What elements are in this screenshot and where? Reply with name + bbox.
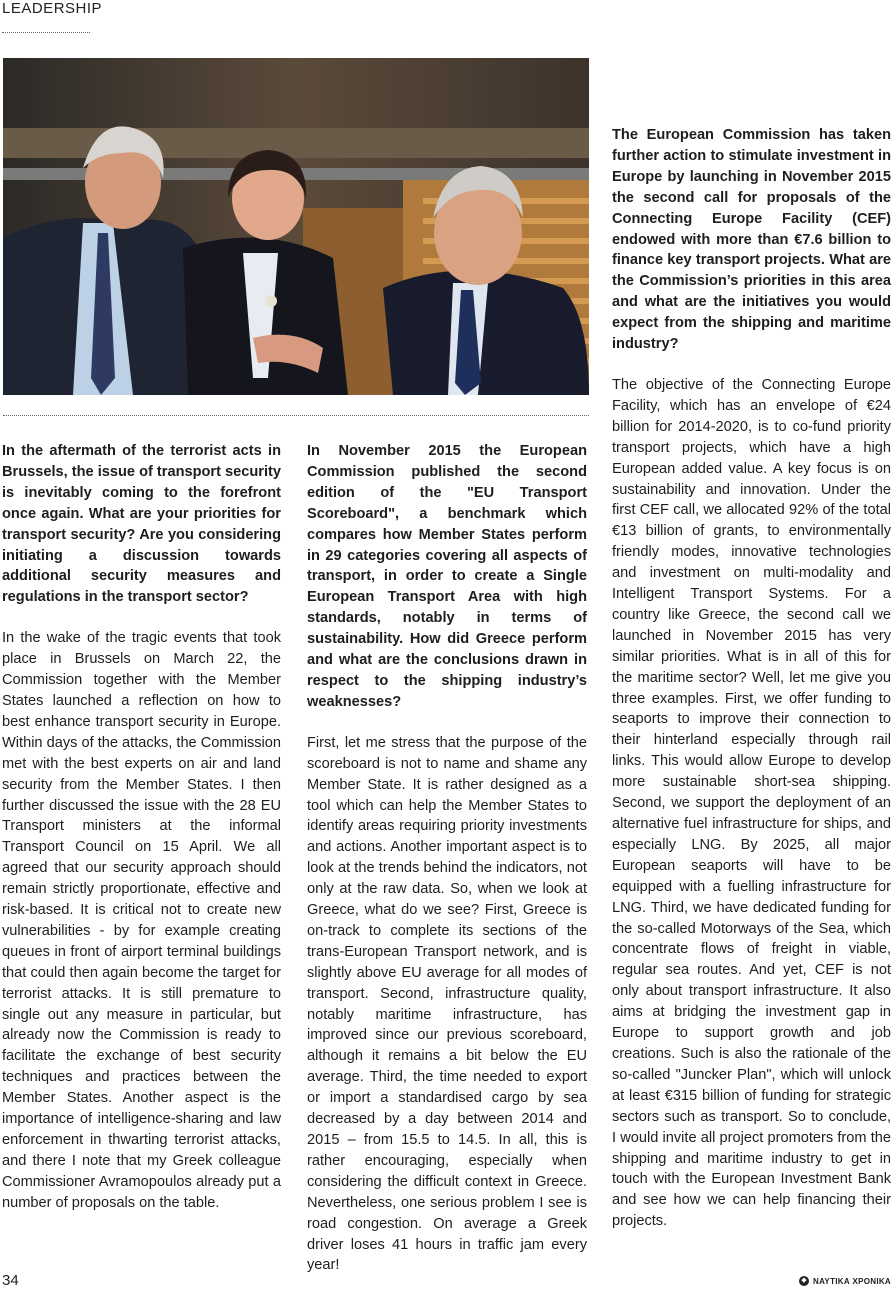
photo-of-three-officials-icon: [3, 58, 589, 395]
section-divider: [2, 32, 90, 33]
interview-question-security: In the aftermath of the terrorist acts in Brussels, the issue of transport security is inevitably coming to the forefront once again. What are your priorities for transport security? Are you considering initiating a discussion towards additional security measures and regulations in the transport sector?: [2, 443, 281, 606]
column-right: [612, 125, 891, 1232]
interview-answer-cef: The objective of the Connecting Europe Facility, which has an envelope of €24 billion for 2014-2020, is to co-fund priority transport projects, which have a high European added value. A key focus is on sustainability and innovation. Under the first CEF call, we allocated 92% of the total €13 billion of grants, to environmentally friendly modes, innovative technologies and investment on multi-modality and Intelligent Transport Systems. For a country like Greece, the second call we launched in November 2015 has very similar priorities. What is in all of this for the maritime sector? Well, let me give you three examples. First, we offer funding to seaports to improve their connection to their hinterland especially through rail links. This would allow Europe to develop more sustainable short-sea shipping. Second, we support the deployment of an alternative fuel infrastructure for ships, and especially LNG. By 2025, all major European seaports will have to be equipped with a fuelling infrastructure for LNG. Third, we have dedicated funding for the so-called Motorways of the Sea, which concentrate flows of freight in viable, regular sea routes. And yet, CEF is not only about transport infrastructure. It also aims at bridging the investment gap in Europe to support growth and job creations. Such is also the rationale of the so-called "Juncker Plan", which will unlock at least €315 billion of funding for strategic sectors such as transport. So to conclude, I would invite all project promoters from the shipping and maritime industry to get in touch with the European Investment Bank and see how we can help financing their projects.: [612, 376, 891, 1230]
interview-answer-security: In the wake of the tragic events that took place in Brussels on March 22, the Commission together with the Member States launched a reflection on how to best enhance transport security in Europe. Within days of the attacks, the Commission met with the best experts on air and land security from the Member States. I then further discussed the issue with the 28 EU Transport ministers at the informal Transport Council on 15 April. We all agreed that our security approach should remain strictly proportionate, effective and risk-based. It is critical not to create new vulnerabilities - by for example creating queues in front of airport terminal buildings that could then again become the target for terrorist attacks. It is still premature to single out any measure in particular, but already now the Commission is ready to facilitate the exchange of best security techniques and practices between the Member States. Another aspect is the importance of intelligence-sharing and law enforcement in thwarting terrorist attacks, and there I note that my Greek colleague Commissioner Avramopoulos already put a number of proposals on the table.: [2, 630, 282, 1211]
publication-name: ΝΑΥΤΙΚΑ ΧΡΟΝΙΚΑ: [813, 1276, 891, 1286]
interview-question-scoreboard: In November 2015 the European Commission published the second edition of the "EU Transport Scoreboard", a benchmark which compares how Member States perform in 29 categories covering all aspects of transport, in order to create a Single European Transport Area with high standards, notably in terms of sustainability. How did Greece perform and what are the conclusions drawn in respect to the shipping industry’s weaknesses?: [307, 443, 587, 710]
section-label: LEADERSHIP: [2, 0, 103, 17]
publication-logo-icon: ◆: [799, 1276, 809, 1286]
article-photo: [3, 58, 589, 395]
interview-answer-scoreboard: First, let me stress that the purpose of the scoreboard is not to name and shame any Member State. It is rather designed as a tool which can help the Member States to identify areas requiring priority investments and actions. Another important aspect is to look at the trends behind the indicators, not only at the raw data. So, when we look at Greece, what do we see? First, Greece is on-track to complete its sections of the trans-European Transport network, and is slightly above EU average for all modes of transport. Second, infrastructure quality, notably maritime infrastructure, has improved since our previous scoreboard, although it remains a bit below the EU average. Third, the time needed to export or import a standardised cargo by sea decreased by a day between 2014 and 2015 – from 15.5 to 14.5. In all, this is rather encouraging, especially when considering the difficult context in Greece. Nevertheless, one serious problem I see is road congestion. On average a Greek driver loses 41 hours in traffic jam every year!: [307, 734, 587, 1274]
column-left: [2, 441, 281, 1214]
page-number: 34: [2, 1272, 19, 1289]
publication-brand: [799, 1276, 891, 1286]
photo-divider: [3, 415, 589, 416]
interview-question-cef: The European Commission has taken further action to stimulate investment in Europe by launching in November 2015 the second call for proposals of the Connecting Europe Facility (CEF) endowed with more than €7.6 billion to finance key transport projects. What are the Commission’s priorities in this area and what are the initiatives you would expect from the shipping and maritime industry?: [612, 127, 891, 353]
column-middle: [307, 441, 587, 1276]
